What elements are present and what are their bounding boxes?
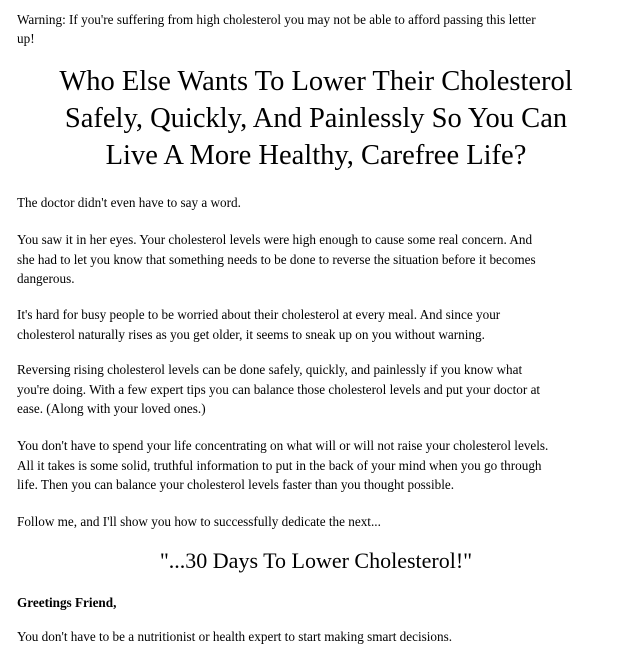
paragraph-line: ease. (Along with your loved ones.) (17, 401, 206, 416)
paragraph-follow-me (17, 512, 615, 532)
warning-line: Warning: If you're suffering from high cholesterol you may not be able to afford passing this letter (17, 12, 536, 27)
paragraph-line: It's hard for busy people to be worried about their cholesterol at every meal. And since your (17, 307, 501, 322)
paragraph-line: All it takes is some solid, truthful information to put in the back of your mind when you go through (17, 457, 542, 473)
paragraph-line: you're doing. With a few expert tips you can balance those cholesterol levels and put your doctor at (17, 381, 541, 397)
paragraph-line: You don't have to be a nutritionist or health expert to start making smart decisions. (17, 629, 453, 644)
headline-line: Safely, Quickly, And Painlessly So You Can (64, 103, 568, 134)
headline-line: Who Else Wants To Lower Their Cholesterol (59, 66, 573, 97)
paragraph-line: Reversing rising cholesterol levels can be done safely, quickly, and painlessly if you know what (17, 362, 523, 377)
paragraph-line: life. Then you can balance your cholesterol levels faster than you thought possible. (17, 477, 455, 492)
paragraph-line: she had to let you know that something needs to be done to reverse the situation before it becomes (17, 251, 536, 267)
greeting: Greetings Friend, (17, 595, 117, 610)
subheadline: "...30 Days To Lower Cholesterol!" (159, 548, 473, 573)
headline (17, 63, 615, 174)
paragraph-line: cholesterol naturally rises as you get older, it seems to sneak up on you without warning. (17, 326, 485, 342)
warning-notice (17, 10, 615, 48)
paragraph-line: The doctor didn't even have to say a word. (17, 195, 241, 210)
warning-line: up! (17, 31, 35, 46)
paragraph-reversing (17, 360, 615, 419)
paragraph-busy-people (17, 305, 615, 344)
paragraph-solid-information (17, 436, 615, 495)
paragraph-eyes (17, 230, 615, 289)
paragraph-line: You saw it in her eyes. Your cholesterol levels were high enough to cause some real concern. And (17, 232, 533, 247)
paragraph-doctor (17, 193, 615, 213)
paragraph-line: dangerous. (17, 271, 75, 286)
paragraph-line: You don't have to spend your life concentrating on what will or will not raise your cholesterol levels. (17, 438, 549, 453)
paragraph-nutritionist (17, 627, 615, 647)
paragraph-line: Follow me, and I'll show you how to successfully dedicate the next... (17, 514, 381, 529)
headline-line: Live A More Healthy, Carefree Life? (105, 140, 527, 171)
